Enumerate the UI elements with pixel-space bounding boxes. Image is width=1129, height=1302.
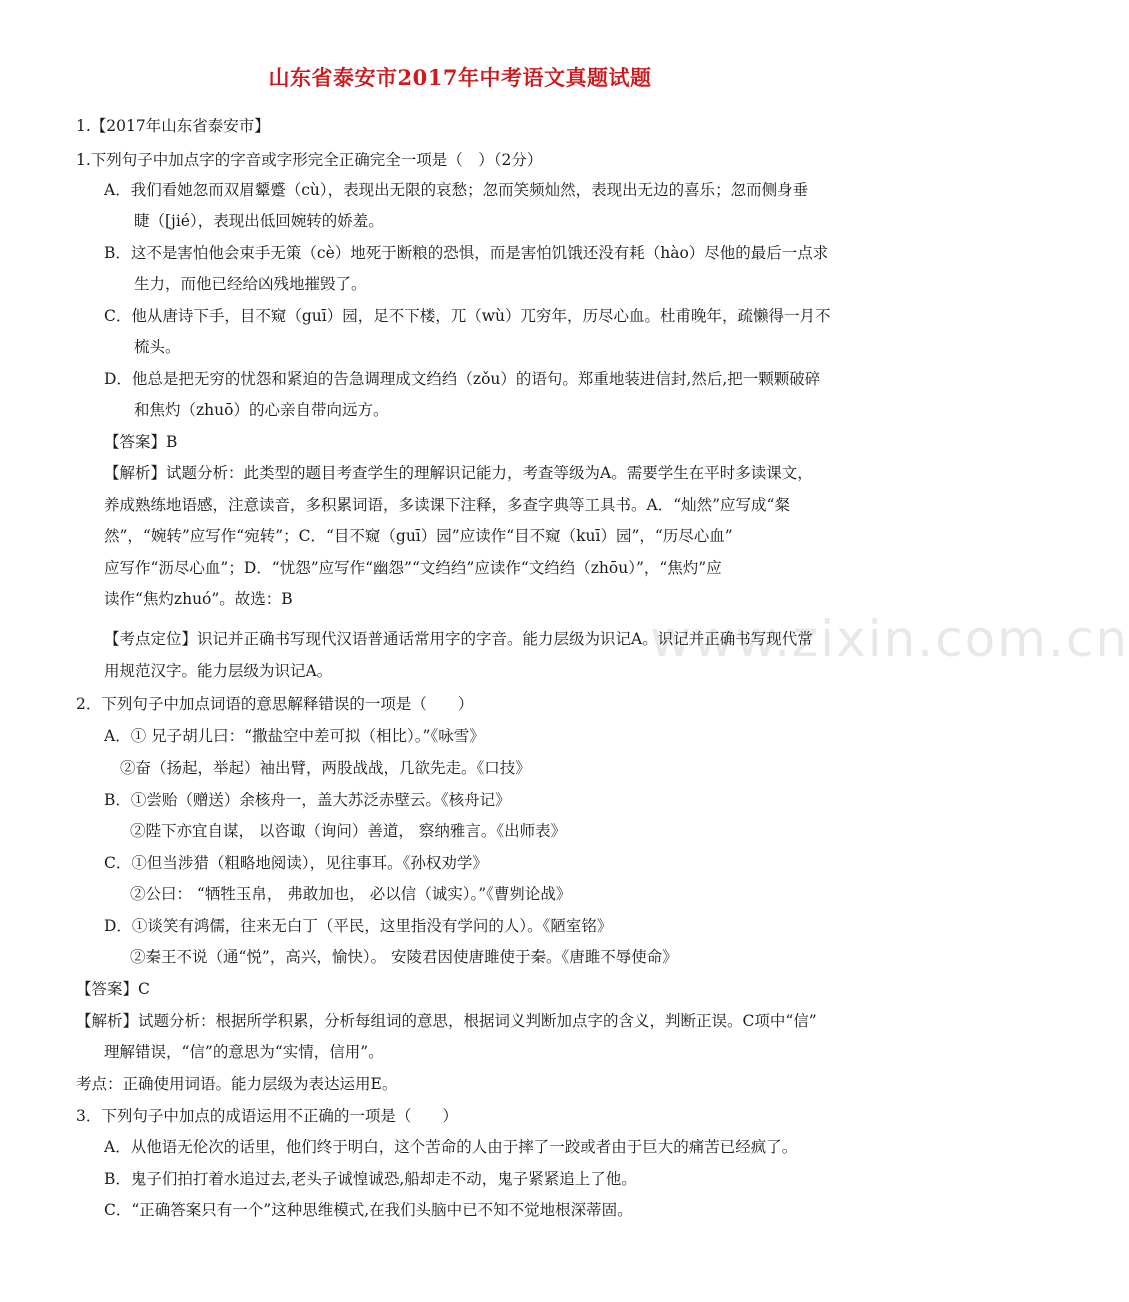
- q2-analysis-cont: 理解错误，“信”的意思为“实情，信用”。: [104, 1043, 384, 1061]
- q2-option-d2: ②秦王不说（通“悦”，高兴，愉快）。 安陵君因使唐雎使于秦。《唐雎不辱使命》: [130, 948, 678, 966]
- q1-option-b-cont: 生力，而他已经给凶残地摧毁了。: [134, 275, 367, 293]
- q2-option-b2: ②陛下亦宜自谋， 以咨诹（询问）善道， 察纳雅言。《出师表》: [130, 822, 567, 840]
- q2-option-c2: ②公曰： “牺牲玉帛， 弗敢加也， 必以信（诚实）。”《曹刿论战》: [130, 885, 572, 903]
- q1-option-d: D．他总是把无穷的忧怨和紧迫的告急调理成文绉绉（zǒu）的语句。郑重地装进信封,然后,把一颗颗破碎: [104, 370, 821, 388]
- q2-option-a1: A．① 兄子胡儿曰：“撒盐空中差可拟（相比）。”《咏雪》: [104, 727, 485, 745]
- question-3-stem: 3．下列句子中加点的成语运用不正确的一项是（ ）: [76, 1107, 458, 1125]
- q2-option-c1: C．①但当涉猎（粗略地阅读），见往事耳。《孙权劝学》: [104, 854, 488, 872]
- q3-option-a: A．从他语无伦次的话里，他们终于明白，这个苦命的人由于摔了一跤或者由于巨大的痛苦已经疯了。: [104, 1138, 798, 1156]
- q1-analysis-cont: 然”，“婉转”应写作“宛转”；C．“目不窥（guī）园”应读作“目不窥（kuī）园”，“历尽心血”: [104, 527, 733, 545]
- question-1-stem: 1.下列句子中加点字的字音或字形完全正确完全一项是（ ）（2分）: [76, 151, 543, 169]
- q1-analysis-cont: 养成熟练地语感，注意读音，多积累词语，多读课下注释，多查字典等工具书。A．“灿然”应写成“粲: [104, 496, 790, 514]
- q2-answer: 【答案】C: [76, 980, 150, 998]
- q2-option-b1: B．①尝贻（赠送）余核舟一，盖大苏泛赤壁云。《核舟记》: [104, 791, 511, 809]
- q2-key-point: 考点：正确使用词语。能力层级为表达运用E。: [76, 1075, 398, 1093]
- q1-key-point-cont: 用规范汉字。能力层级为识记A。: [104, 662, 333, 680]
- q1-analysis-cont: 读作“焦灼zhuó”。故选：B: [104, 590, 293, 608]
- question-2-stem: 2．下列句子中加点词语的意思解释错误的一项是（ ）: [76, 695, 474, 713]
- q1-option-a: A．我们看她忽而双眉颦蹙（cù），表现出无限的哀愁；忽而笑频灿然，表现出无边的喜乐；忽而侧身垂: [104, 181, 809, 199]
- watermark: www.zixin.com.cn: [650, 610, 1129, 668]
- q1-option-a-cont: 睫（[jié），表现出低回婉转的娇羞。: [134, 212, 384, 230]
- source-line: 1.【2017年山东省泰安市】: [76, 117, 270, 135]
- q1-analysis-cont: 应写作“沥尽心血”；D．“忧怨”应写作“幽怨”“文绉绉”应读作“文绉绉（zhōu）”，“焦灼”应: [104, 559, 722, 577]
- q1-option-c: C．他从唐诗下手，目不窥（guī）园，足不下楼，兀（wù）兀穷年，历尽心血。杜甫晚年，疏懒得一月不: [104, 307, 831, 325]
- q1-option-d-cont: 和焦灼（zhuō）的心亲自带向远方。: [134, 401, 389, 419]
- q3-option-c: C．“正确答案只有一个”这种思维模式,在我们头脑中已不知不觉地根深蒂固。: [104, 1201, 633, 1219]
- q1-answer: 【答案】B: [104, 433, 178, 451]
- q3-option-b: B．鬼子们拍打着水追过去,老头子诚惶诚恐,船却走不动，鬼子紧紧追上了他。: [104, 1170, 637, 1188]
- q2-option-d1: D．①谈笑有鸿儒，往来无白丁（平民，这里指没有学问的人）。《陋室铭》: [104, 917, 613, 935]
- document-title: 山东省泰安市2017年中考语文真题试题: [268, 65, 652, 90]
- q1-analysis: 【解析】试题分析：此类型的题目考查学生的理解识记能力，考查等级为A。需要学生在平时多读课文，: [104, 464, 813, 482]
- q2-analysis: 【解析】试题分析：根据所学积累，分析每组词的意思，根据词义判断加点字的含义，判断正误。C项中“信”: [76, 1012, 817, 1030]
- q1-option-b: B．这不是害怕他会束手无策（cè）地死于断粮的恐惧，而是害怕饥饿还没有耗（hào）尽他的最后一点求: [104, 244, 829, 262]
- q1-option-c-cont: 梳头。: [134, 338, 181, 356]
- q2-option-a2: ②奋（扬起，举起）袖出臂，两股战战，几欲先走。《口技》: [120, 759, 531, 777]
- q1-key-point: 【考点定位】识记并正确书写现代汉语普通话常用字的字音。能力层级为识记A。识记并正确书写现代常: [104, 630, 813, 648]
